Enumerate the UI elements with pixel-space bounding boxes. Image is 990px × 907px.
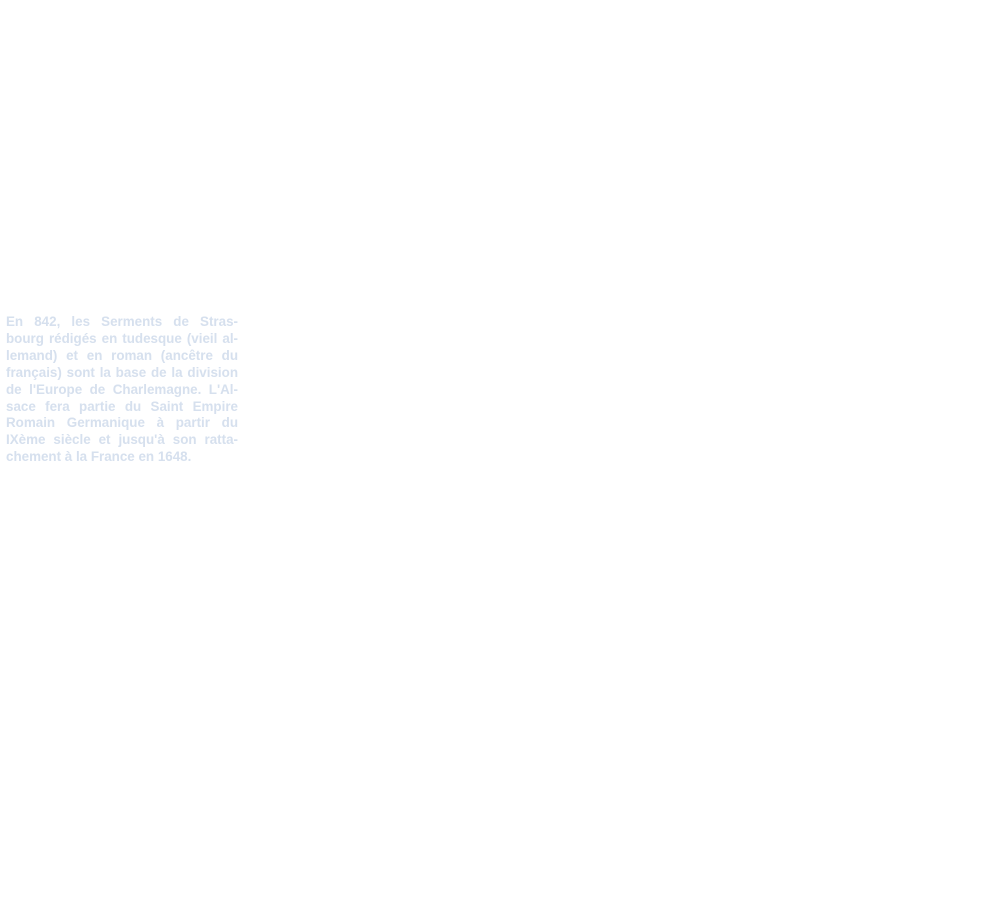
history-paragraph bbox=[6, 314, 238, 466]
paragraph-line: de l'Europe de Charlemagne. L'Al- bbox=[6, 381, 238, 397]
paragraph-line: IXème siècle et jusqu'à son ratta- bbox=[6, 432, 238, 448]
paragraph-line: français) sont la base de la division bbox=[6, 364, 238, 380]
paragraph-line: sace fera partie du Saint Empire bbox=[6, 398, 238, 414]
paragraph-line: Romain Germanique à partir du bbox=[6, 415, 238, 431]
paragraph-line: bourg rédigés en tudesque (vieil al- bbox=[6, 330, 238, 346]
paragraph-line: chement à la France en 1648. bbox=[6, 449, 192, 465]
paragraph-line: lemand) et en roman (ancêtre du bbox=[6, 347, 238, 363]
paragraph-line: En 842, les Serments de Stras- bbox=[6, 314, 238, 329]
